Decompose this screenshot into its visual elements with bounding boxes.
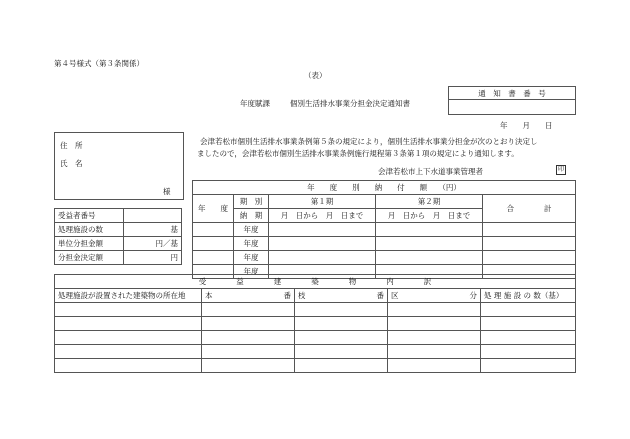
- facility-count-column-header: 処 理 施 設 の 数（基）: [481, 289, 576, 303]
- period-label: 期 別: [234, 195, 269, 209]
- second-period-label: 第２期: [376, 195, 483, 209]
- building-table-header: 受 益 建 築 物 内 訳: [55, 275, 576, 289]
- payment-table-header: 年 度 別 納 付 額 （円）: [193, 181, 576, 195]
- building-breakdown-table: [54, 274, 576, 373]
- facility-count-label: 処理施設の数: [55, 223, 124, 237]
- page-title: 個別生活排水事業分担金決定通知書: [290, 99, 410, 108]
- decided-amount-field[interactable]: 円: [124, 251, 182, 265]
- issue-date: 年 月 日: [500, 121, 553, 130]
- recipient-info-table: [54, 208, 182, 265]
- beneficiary-number-label: 受益者番号: [55, 209, 124, 223]
- building-row: [55, 303, 576, 317]
- payment-row-year: 年度: [234, 251, 269, 265]
- branch-number-column-header: 枝 番: [295, 289, 388, 303]
- building-row: [55, 359, 576, 373]
- form-id: 第４号様式（第３条関係）: [54, 59, 144, 68]
- payment-row-year: 年度: [234, 237, 269, 251]
- address-label: 住 所: [60, 141, 83, 150]
- seal-icon: 印: [557, 166, 564, 173]
- building-row: [55, 345, 576, 359]
- unit-charge-label: 単位分担金額: [55, 237, 124, 251]
- payment-row-year: 年度: [234, 223, 269, 237]
- section-column-header: 区 分: [388, 289, 481, 303]
- name-label: 氏 名: [60, 159, 83, 168]
- issuer: 会津若松市上下水道事業管理者: [378, 167, 483, 176]
- title-prefix: 年度賦課: [240, 99, 270, 108]
- second-due-range: 月 日から 月 日まで: [376, 209, 483, 223]
- payment-row-year: 年度: [234, 265, 269, 279]
- body-text-line2: ましたので，会津若松市個別生活排水事業条例施行規程第３条第１項の規定により通知します。: [197, 149, 519, 158]
- payment-row: [193, 237, 576, 251]
- year-column-label: 年 度: [193, 195, 234, 223]
- beneficiary-number-field[interactable]: [124, 209, 182, 223]
- notice-number-box: [448, 86, 576, 115]
- payment-row: [193, 223, 576, 237]
- total-label: 合 計: [483, 195, 576, 223]
- location-column-header: 処理施設が設置された建築物の所在地: [55, 289, 202, 303]
- payment-row: [193, 251, 576, 265]
- decided-amount-label: 分担金決定額: [55, 251, 124, 265]
- form-side: （表）: [304, 71, 327, 80]
- payment-schedule-table: [192, 180, 576, 279]
- honorific: 様: [163, 187, 171, 196]
- building-row: [55, 331, 576, 345]
- due-label: 納 期: [234, 209, 269, 223]
- facility-count-field[interactable]: 基: [124, 223, 182, 237]
- building-row: [55, 317, 576, 331]
- notice-number-label: 通 知 書 番 号: [449, 87, 576, 100]
- first-due-range: 月 日から 月 日まで: [269, 209, 376, 223]
- first-period-label: 第１期: [269, 195, 376, 209]
- unit-charge-field[interactable]: 円／基: [124, 237, 182, 251]
- main-number-column-header: 本 番: [202, 289, 295, 303]
- body-text-line1: 会津若松市個別生活排水事業条例第５条の規定により，個別生活排水事業分担金が次のとおり決定し: [200, 137, 538, 146]
- notice-number-field[interactable]: [449, 100, 576, 115]
